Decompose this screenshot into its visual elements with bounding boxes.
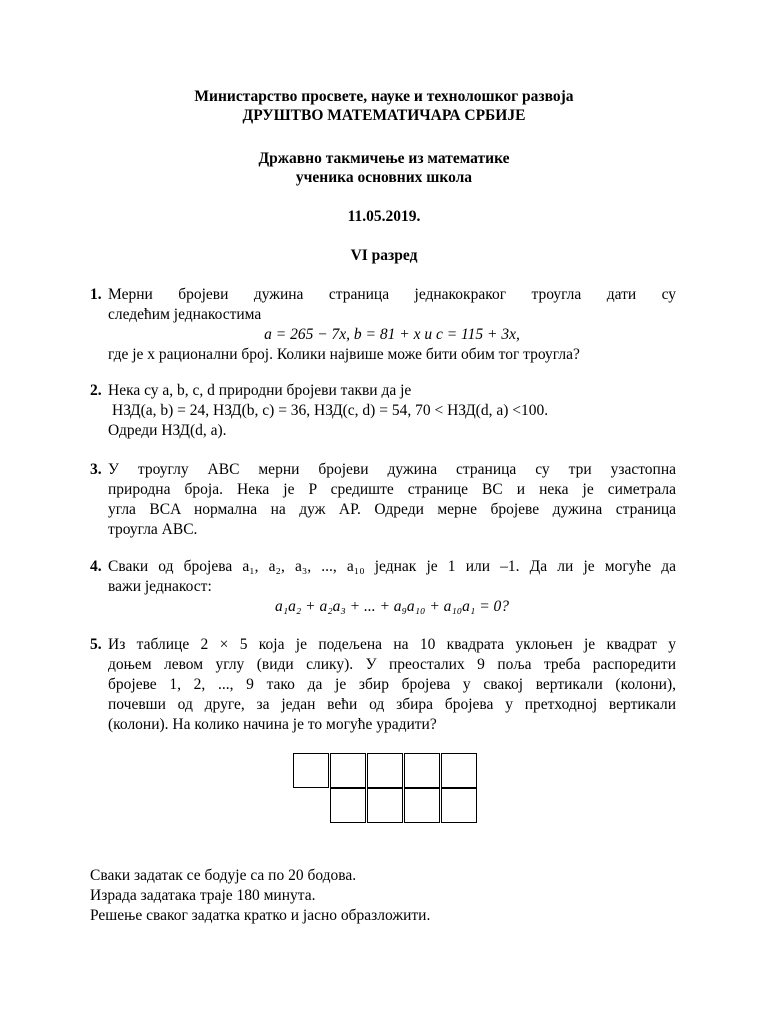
problem-text-line: следећим једнакостима — [108, 306, 262, 323]
grid-cell — [330, 753, 366, 788]
problem-text-line: (колони). На колико начина је то могуће урадити? — [108, 716, 437, 733]
grid-cell — [404, 753, 440, 788]
problem-1 — [90, 285, 676, 365]
grid-cell — [441, 788, 477, 823]
problem-5 — [90, 635, 676, 735]
exam-grade: VI разред — [350, 247, 418, 264]
problem-text-line: Сваки од бројева a₁, a₂, a₃, ..., a₁₀ једнак је 1 или –1. Да ли је могуће да — [108, 558, 676, 575]
grid-cell — [293, 753, 329, 788]
problem-text-line: У троуглу ABC мерни бројеви дужина страница су три узастопна — [108, 461, 676, 478]
grid-cell — [367, 753, 403, 788]
contest-title-line1: Државно такмичење из математике — [258, 150, 510, 167]
problem-number: 3. — [90, 461, 102, 478]
problem-equation: НЗД(a, b) = 24, НЗД(b, c) = 36, НЗД(c, d) = 54, 70 < НЗД(d, a) <100. — [112, 402, 549, 419]
problem-text-line: Из таблице 2 × 5 која је подељена на 10 квадрата уклоњен је квадрат у — [108, 636, 676, 653]
society-title: ДРУШТВО МАТЕМАТИЧАРА СРБИЈЕ — [242, 107, 526, 124]
problem-text-line: угла BCA нормална на дуж AP. Одреди мерне бројеве дужина страница — [108, 501, 676, 518]
problem-text-line: Одреди НЗД(d, a). — [108, 422, 227, 439]
header-contest — [0, 149, 768, 187]
problem-3 — [90, 460, 676, 540]
problem-2 — [90, 381, 676, 441]
table-2x5-figure — [293, 753, 478, 825]
exam-date: 11.05.2019. — [347, 208, 421, 225]
grid-cell — [330, 788, 366, 823]
problem-number: 2. — [90, 382, 102, 399]
problem-text-line: Нека су a, b, c, d природни бројеви такви да је — [108, 382, 412, 399]
contest-title-line2: ученика основних школа — [295, 169, 473, 186]
problem-text-line: Мерни бројеви дужина страница једнакокраког троугла дати су — [108, 286, 676, 303]
problem-number: 1. — [90, 286, 102, 303]
problem-equation: a₁a₂ + a₂a₃ + ... + a₉a₁₀ + a₁₀a₁ = 0? — [274, 598, 510, 615]
header-ministry — [0, 87, 768, 125]
ministry-title: Министарство просвете, науке и технолошког развоја — [194, 88, 574, 105]
grid-cell — [404, 788, 440, 823]
problem-text-line: почевши од друге, за један већи од збира бројева у претходној вертикали — [108, 696, 676, 713]
footer-line: Сваки задатак се бодује са по 20 бодова. — [90, 867, 357, 884]
instructions-footer — [90, 866, 430, 926]
footer-line: Решење сваког задатка кратко и јасно образложити. — [90, 907, 431, 924]
problem-text-line: троугла ABC. — [108, 521, 198, 538]
problem-number: 5. — [90, 636, 102, 653]
problem-4 — [90, 557, 676, 617]
problem-text-line: природна броја. Нека је P средиште странице BC и нека је симетрала — [108, 481, 676, 498]
problem-text-line: бројеве 1, 2, ..., 9 тако да је збир бројева у свакој вертикали (колони), — [108, 676, 676, 693]
footer-line: Израда задатака траје 180 минута. — [90, 887, 316, 904]
problem-text-line: доњем левом углу (види слику). У преосталих 9 поља треба распоредити — [108, 656, 676, 673]
problem-equation: a = 265 − 7x, b = 81 + x и c = 115 + 3x, — [264, 326, 520, 343]
grid-cell — [441, 753, 477, 788]
problem-text-line: важи једнакост: — [108, 578, 212, 595]
problem-number: 4. — [90, 558, 102, 575]
problem-text-line: где је x рационални број. Колики највише може бити обим тог троугла? — [108, 346, 580, 363]
grid-cell — [367, 788, 403, 823]
